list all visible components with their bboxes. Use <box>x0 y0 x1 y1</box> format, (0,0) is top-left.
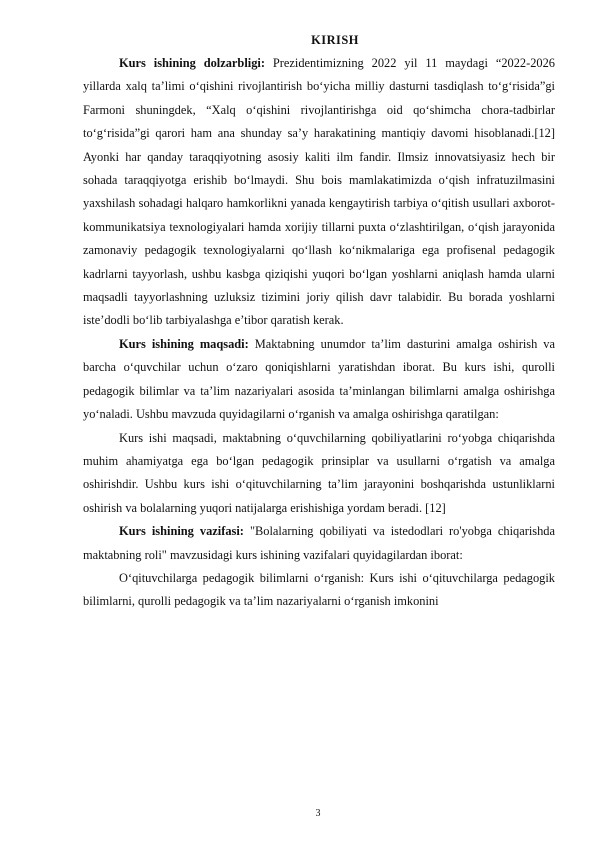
paragraph-text: Maktabning unumdor ta’lim dasturini amalga oshirish va barcha o‘quvchilar uchun o‘zaro qoniqishlarni yaratishdan iborat. Bu kurs ishi, qurolli pedagogik bilimlar va ta’lim nazariyalari asosida ta’minlangan bilimlarni amalga oshirishga yo‘naladi. Ushbu mavzuda quyidagilarni o‘rganish va amalga oshirishga qaratilgan: <box>83 336 555 422</box>
page-title: KIRISH <box>311 33 359 47</box>
paragraph-task-item <box>83 567 555 614</box>
paragraph-text: "Bolalarning qobiliyati va istedodlari ro'yobga chiqarishda maktabning roli" mavzusidagi kurs ishining vazifalari quyidagilardan iborat: <box>83 524 555 562</box>
paragraph-text: Kurs ishi maqsadi, maktabning o‘quvchilarning qobiliyatlarini ro‘yobga chiqarishda muhim ahamiyatga ega bo‘lgan pedagogik prinsiplar va usullarni o‘rgatish va amalga oshirishdir. Ushbu kurs ishi o‘qituvchilarning ta’lim jarayonini boshqarishda ustunliklarni oshirish va bolalarning yuqori natijalarga erishishiga yordam beradi. [12] <box>83 430 555 515</box>
paragraph-heading: Kurs ishining dolzarbligi: <box>119 56 265 70</box>
paragraph-tasks <box>83 520 555 567</box>
paragraph-heading: Kurs ishining vazifasi: <box>119 524 244 539</box>
paragraph-text: Prezidentimizning 2022 yil 11 maydagi “2022-2026 yillarda xalq ta’limi oʻqishini rivojlantirish boʻyicha milliy dasturni tasdiqlash toʻgʻrisida”gi Farmoni shuningdek, “Xalq oʻqishini rivojlantirishga oid qoʻshimcha chora-tadbirlar toʻgʻrisida”gi qarori ham ana shunday sa’y harakatining mantiqiy davomi hisoblanadi.[12] Ayonki har qanday taraqqiyotning asosiy kaliti ilm fandir. Ilmsiz innovatsiyasiz hech bir sohada taraqqiyotga erishib boʻlmaydi. Shu bois mamlakatimizda oʻqish infratuzilmasini yaxshilash sohadagi halqaro hamkorlikni yanada kengaytirish tarbiya oʻqitish usullari axborot-kommunikatsiya texnologiyalari hamda xorijiy tillarni puxta oʻzlashtirilgan, oʻqish jarayonida zamonaviy pedagogik texnologiyalarni qoʻllash koʻnikmalariga ega profisenal pedagogik kadrlarni tayyorlash, ushbu kasbga qiziqishi yuqori boʻlgan yoshlarni aniqlash hamda ularni maqsadli tayyorlashning uzluksiz tizimini joriy qilish davr talabidir. Bu borada yoshlarni iste’dodli boʻlib tarbiyalashga e’tibor qaratish kerak. <box>83 56 556 328</box>
page-number: 3 <box>315 808 321 819</box>
paragraph-goal <box>83 333 555 427</box>
paragraph-relevance <box>83 52 555 333</box>
paragraph-heading: Kurs ishining maqsadi: <box>119 336 249 351</box>
paragraph-text: O‘qituvchilarga pedagogik bilimlarni o‘rganish: Kurs ishi o‘qituvchilarga pedagogik bilimlarni, qurolli pedagogik va ta’lim nazariyalarni o‘rganish imkonini <box>83 570 555 609</box>
paragraph-goal-detail <box>83 427 555 521</box>
document-body <box>83 52 555 614</box>
